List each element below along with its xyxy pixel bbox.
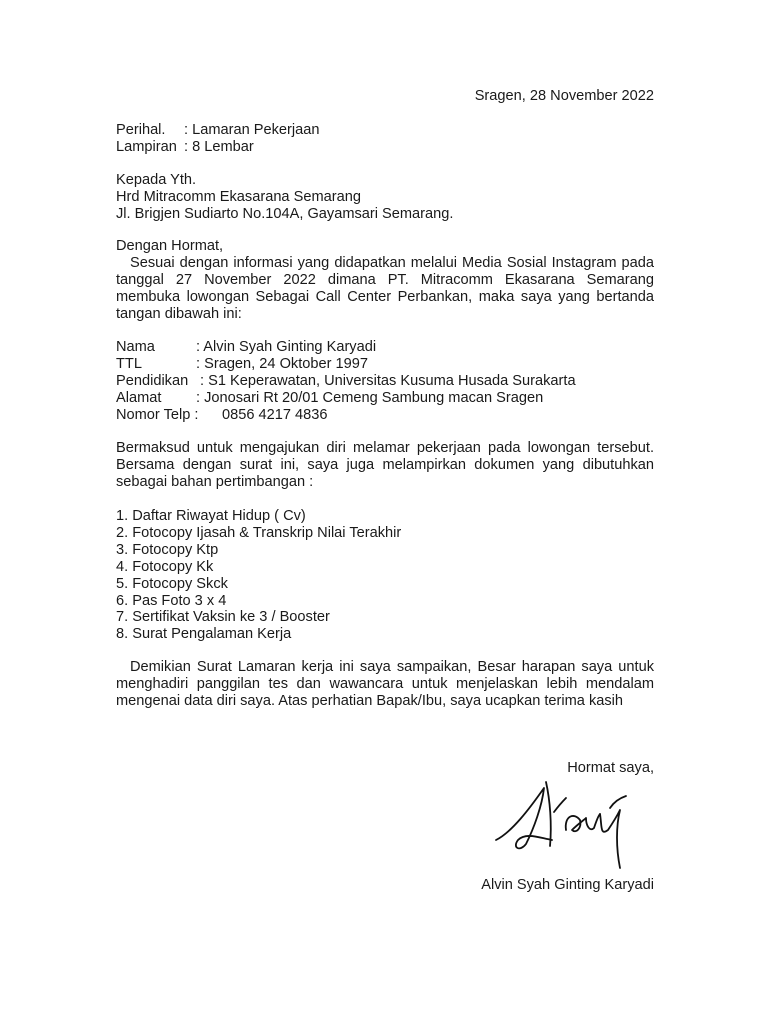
identity-row [116,407,654,424]
recipient-greeting: Kepada Yth. [116,172,197,188]
identity-label: Nomor Telp : [116,406,199,423]
lampiran-label: Lampiran [116,138,177,155]
signer-name: Alvin Syah Ginting Karyadi [481,877,654,893]
intro-paragraph: Sesuai dengan informasi yang didapatkan melalui Media Sosial Instagram pada tanggal 27 November 2022 dimana PT. Mitracomm Ekasarana Semarang membuka lowongan Sebagai Call Center Perbankan, maka saya yang bertanda tangan dibawah ini: [116,254,654,322]
recipient-address: Jl. Brigjen Sudiarto No.104A, Gayamsari Semarang. [116,205,454,222]
closing-paragraph: Demikian Surat Lamaran kerja ini saya sampaikan, Besar harapan saya untuk menghadiri panggilan tes dan wawancara untuk menjelaskan lebih mendalam mengenai data diri saya. Atas perhatian Bapak/Ibu, saya ucapkan terima kasih [116,659,654,709]
salutation: Dengan Hormat, [116,238,224,254]
perihal-label: Perihal. [116,122,166,138]
identity-row [116,356,654,373]
closing-section [116,659,654,710]
recipient-block [116,172,654,223]
identity-label: Nama [116,339,155,355]
identity-value: 0856 4217 4836 [222,406,328,423]
list-item: 3. Fotocopy Ktp [116,541,219,558]
identity-value: : Sragen, 24 Oktober 1997 [196,355,368,372]
perihal-value: : Lamaran Pekerjaan [184,122,320,138]
list-item: 1. Daftar Riwayat Hidup ( Cv) [116,508,306,524]
signature-image [490,778,640,870]
list-item: 7. Sertifikat Vaksin ke 3 / Booster [116,609,330,626]
identity-row [116,373,654,390]
identity-block [116,339,654,424]
identity-label: Pendidikan [116,372,189,389]
identity-row [116,339,654,356]
identity-value: : S1 Keperawatan, Universitas Kusuma Husada Surakarta [200,372,576,389]
date-line: Sragen, 28 November 2022 [474,88,654,104]
list-item: 2. Fotocopy Ijasah & Transkrip Nilai Terakhir [116,524,402,541]
identity-label: Alamat [116,389,162,406]
list-item: 4. Fotocopy Kk [116,558,214,575]
purpose-section [116,440,654,491]
perihal-row [116,122,654,139]
identity-label: TTL [116,355,142,372]
letter-header [116,122,654,156]
identity-row [116,390,654,407]
lampiran-value: : 8 Lembar [184,138,254,155]
identity-value: : Jonosari Rt 20/01 Cemeng Sambung macan Sragen [196,389,544,406]
list-item: 8. Surat Pengalaman Kerja [116,626,292,643]
intro-section [116,238,654,323]
list-item: 5. Fotocopy Skck [116,575,228,592]
identity-value: : Alvin Syah Ginting Karyadi [196,339,377,355]
sign-off: Hormat saya, [567,760,654,776]
lampiran-row [116,139,654,156]
list-item: 6. Pas Foto 3 x 4 [116,592,227,609]
attachment-list [116,508,654,643]
purpose-paragraph: Bermaksud untuk mengajukan diri melamar pekerjaan pada lowongan tersebut. Bersama dengan surat ini, saya juga melampirkan dokumen yang dibutuhkan sebagai bahan pertimbangan : [116,440,654,490]
recipient-name: Hrd Mitracomm Ekasarana Semarang [116,188,361,205]
